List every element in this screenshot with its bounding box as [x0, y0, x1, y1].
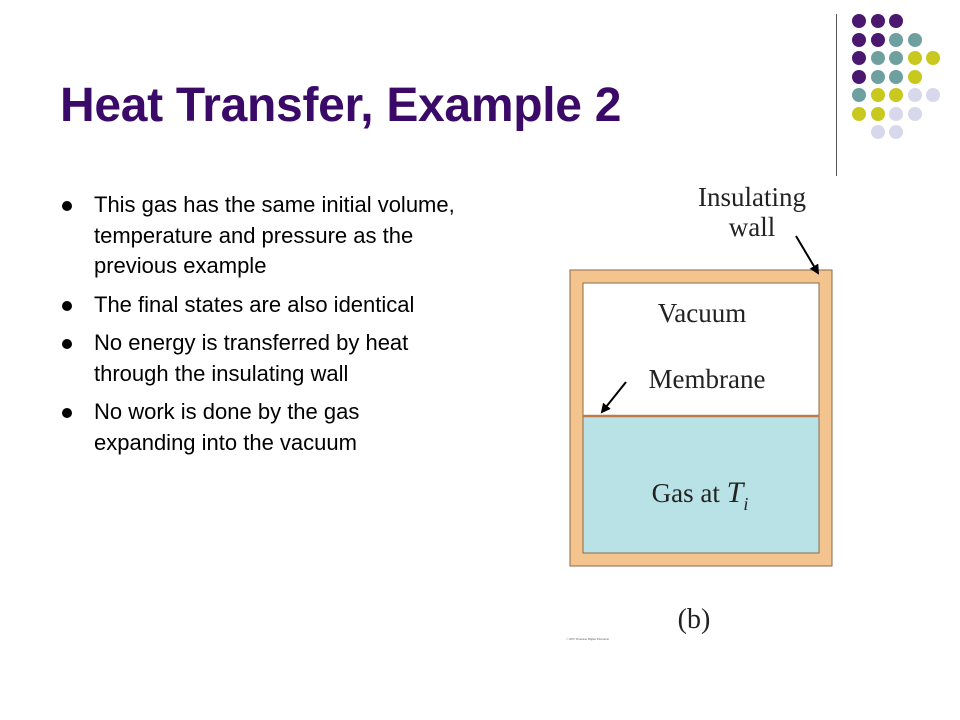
decorative-dot	[889, 125, 903, 139]
gas-label: Gas at $T_i$	[651, 476, 749, 514]
bullet-icon	[62, 339, 72, 349]
membrane-label: Membrane	[648, 364, 766, 394]
bullet-item	[56, 397, 456, 458]
slide-title: Heat Transfer, Example 2	[60, 79, 622, 132]
decorative-dot	[889, 14, 903, 28]
container-figure	[560, 176, 850, 656]
copyright-notice: © 2007 Thomson Higher Education	[566, 637, 610, 641]
decorative-dot	[871, 70, 885, 84]
decorative-dot	[926, 51, 940, 65]
decorative-dot	[908, 51, 922, 65]
decorative-dot	[871, 51, 885, 65]
decorative-dot	[852, 107, 866, 121]
decorative-dot	[889, 88, 903, 102]
vacuum-label: Vacuum	[657, 298, 747, 328]
container-diagram	[560, 176, 850, 656]
decorative-dot	[908, 70, 922, 84]
vertical-divider	[836, 14, 837, 176]
bullet-icon	[62, 301, 72, 311]
decorative-dot	[871, 125, 885, 139]
bullet-text: No work is done by the gas expanding into the vacuum	[94, 399, 360, 455]
bullet-text: This gas has the same initial volume, temperature and pressure as the previous example	[94, 192, 455, 278]
decorative-dot	[908, 88, 922, 102]
decorative-dot	[926, 88, 940, 102]
figure-caption: (b)	[677, 604, 711, 635]
bullet-list	[56, 190, 456, 466]
bullet-icon	[62, 408, 72, 418]
decorative-dot	[852, 70, 866, 84]
bullet-text: The final states are also identical	[94, 291, 415, 317]
decorative-dot	[852, 33, 866, 47]
decorative-dot	[852, 88, 866, 102]
decorative-dot-grid	[852, 14, 952, 154]
bullet-item	[56, 290, 456, 321]
decorative-dot	[889, 33, 903, 47]
decorative-dot	[889, 107, 903, 121]
decorative-dot	[871, 107, 885, 121]
decorative-dot	[908, 107, 922, 121]
decorative-dot	[908, 33, 922, 47]
decorative-dot	[889, 51, 903, 65]
bullet-text: No energy is transferred by heat through the insulating wall	[94, 330, 409, 386]
bullet-icon	[62, 201, 72, 211]
decorative-dot	[871, 88, 885, 102]
decorative-dot	[852, 51, 866, 65]
insulating-label-line2: wall	[728, 212, 776, 242]
decorative-dot	[871, 33, 885, 47]
decorative-dot	[889, 70, 903, 84]
bullet-item	[56, 190, 456, 282]
insulating-label-line1: Insulating	[698, 182, 806, 212]
decorative-dot	[852, 14, 866, 28]
insulating-arrow-icon	[796, 236, 818, 273]
decorative-dot	[871, 14, 885, 28]
bullet-item	[56, 328, 456, 389]
